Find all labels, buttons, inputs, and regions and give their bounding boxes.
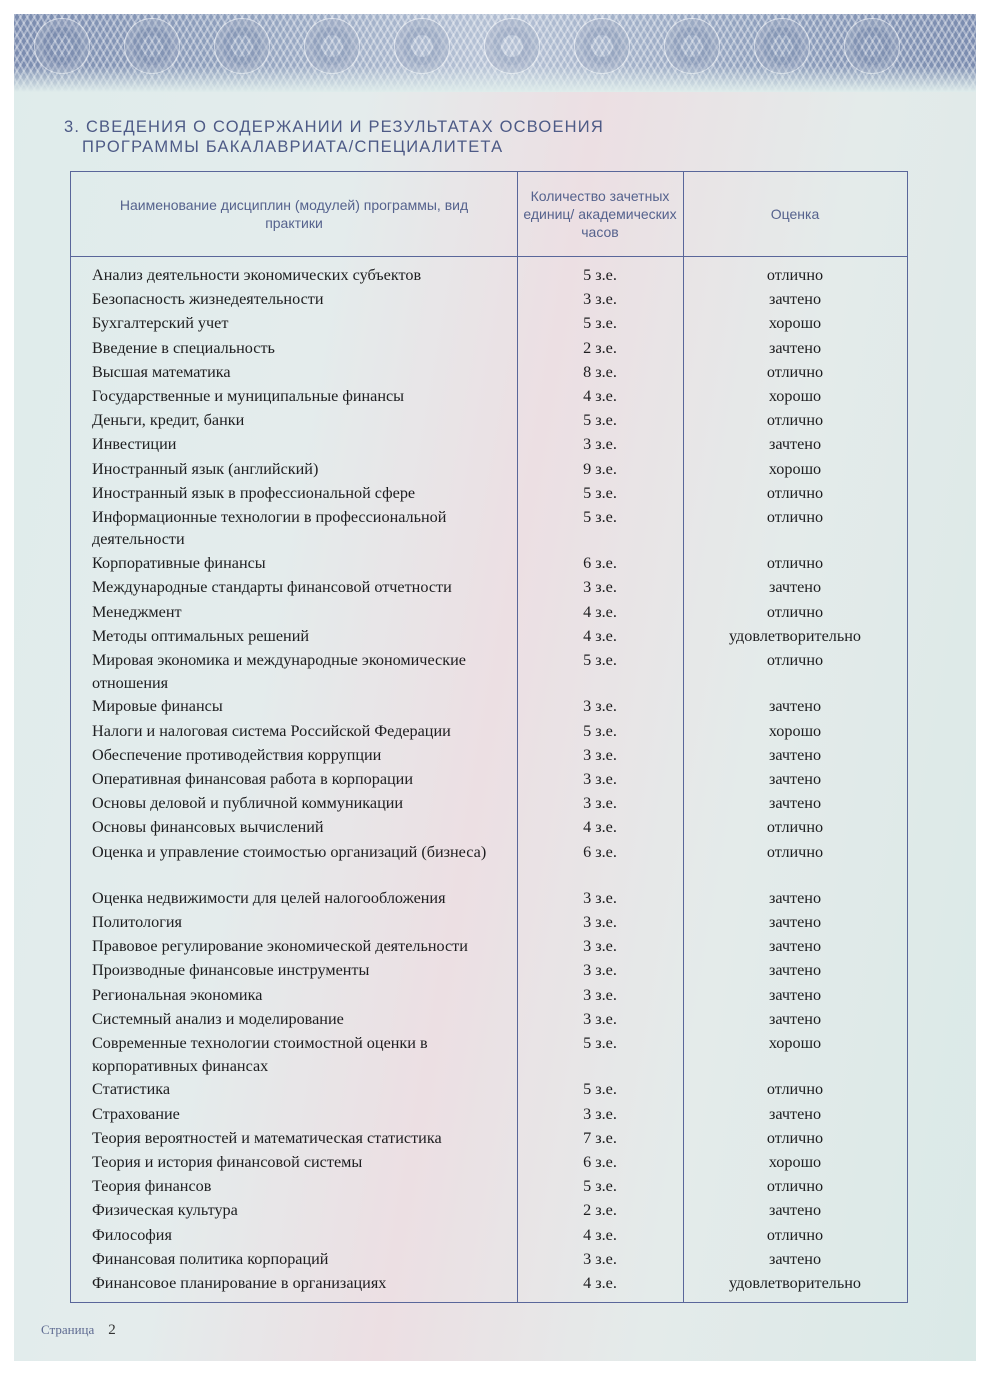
grade: отлично	[766, 1080, 824, 1099]
discipline-name: Введение в специальность	[92, 338, 275, 357]
discipline-name: Бухгалтерский учет	[92, 314, 229, 333]
credits: 6 з.е.	[583, 842, 617, 861]
table-row	[71, 695, 907, 719]
discipline-name: Высшая математика	[92, 362, 231, 381]
credits: 8 з.е.	[583, 362, 617, 381]
table-row	[71, 1199, 907, 1223]
credits: 3 з.е.	[583, 1249, 617, 1268]
grade: зачтено	[768, 1249, 822, 1268]
credits: 3 з.е.	[583, 937, 617, 956]
discipline-name: Финансовое планирование в организациях	[92, 1273, 387, 1292]
discipline-name: Философия	[92, 1225, 172, 1244]
credits: 3 з.е.	[583, 888, 617, 907]
document-page	[14, 14, 976, 1361]
grade: зачтено	[768, 1104, 822, 1123]
grade: зачтено	[768, 794, 822, 813]
discipline-name: Физическая культура	[92, 1201, 238, 1220]
credits: 4 з.е.	[583, 626, 617, 645]
credits: 2 з.е.	[583, 338, 617, 357]
grade: отлично	[766, 842, 824, 861]
table-row	[71, 552, 907, 576]
table-row	[71, 601, 907, 625]
table-row	[71, 1008, 907, 1032]
table-row	[71, 337, 907, 361]
credits: 4 з.е.	[583, 386, 617, 405]
discipline-name: Налоги и налоговая система Российской Федерации	[92, 721, 451, 740]
credits: 9 з.е.	[583, 459, 617, 478]
page-label: Страница	[41, 1322, 95, 1337]
discipline-name: Деньги, кредит, банки	[92, 411, 245, 430]
table-row	[71, 720, 907, 744]
discipline-name: Корпоративные финансы	[92, 554, 266, 573]
discipline-name: Теория и история финансовой системы	[92, 1153, 363, 1171]
table-row	[71, 1151, 907, 1175]
table-row	[71, 959, 907, 983]
page-number: 2	[108, 1322, 116, 1338]
grade: зачтено	[768, 578, 822, 597]
section-heading-line-2: ПРОГРАММЫ БАКАЛАВРИАТА/СПЕЦИАЛИТЕТА	[82, 138, 504, 156]
grade: зачтено	[768, 1009, 822, 1028]
credits: 3 з.е.	[583, 578, 617, 597]
header-grade: Оценка	[770, 206, 820, 222]
discipline-name: Теория финансов	[92, 1177, 212, 1196]
credits: 4 з.е.	[583, 602, 617, 621]
discipline-name: Методы оптимальных решений	[92, 626, 310, 645]
credits: 3 з.е.	[583, 1104, 617, 1123]
credits: 6 з.е.	[583, 554, 617, 573]
table-row	[71, 433, 907, 457]
discipline-name: Страхование	[92, 1104, 180, 1123]
table-row	[71, 625, 907, 649]
grade: отлично	[766, 1225, 824, 1244]
table-row	[71, 1175, 907, 1199]
grade: отлично	[766, 818, 824, 837]
discipline-name: Основы финансовых вычислений	[92, 818, 324, 837]
discipline-name: Мировые финансы	[92, 697, 223, 716]
discipline-name: Иностранный язык (английский)	[92, 459, 319, 478]
discipline-name: Международные стандарты финансовой отчетности	[92, 578, 452, 597]
table-row	[71, 361, 907, 385]
grade: зачтено	[768, 697, 822, 716]
table-row	[71, 911, 907, 935]
credits: 2 з.е.	[583, 1201, 617, 1220]
credits: 3 з.е.	[583, 745, 617, 764]
discipline-name: Государственные и муниципальные финансы	[92, 386, 405, 405]
credits: 5 з.е.	[583, 483, 617, 502]
discipline-name: Мировая экономика и международные экономические отношения	[92, 651, 466, 692]
section-heading-line-1: 3. СВЕДЕНИЯ О СОДЕРЖАНИИ И РЕЗУЛЬТАТАХ ОСВОЕНИЯ	[64, 118, 604, 136]
security-pattern-band	[14, 14, 976, 92]
credits: 3 з.е.	[583, 1009, 617, 1028]
grade: зачтено	[768, 290, 822, 309]
credits: 6 з.е.	[583, 1153, 617, 1171]
table-row	[71, 744, 907, 768]
grade: отлично	[766, 483, 824, 502]
table-row	[71, 1103, 907, 1127]
table-row	[71, 385, 907, 409]
discipline-name: Системный анализ и моделирование	[92, 1009, 344, 1028]
grade: зачтено	[768, 435, 822, 454]
table-row	[71, 792, 907, 816]
grade: отлично	[766, 1177, 824, 1196]
table-row	[71, 264, 907, 288]
section-heading	[64, 117, 764, 157]
grade: отлично	[766, 651, 824, 670]
credits: 5 з.е.	[583, 507, 617, 526]
table-row	[71, 1248, 907, 1272]
grade: зачтено	[768, 1201, 822, 1220]
grade: зачтено	[768, 769, 822, 788]
credits: 4 з.е.	[583, 1273, 617, 1292]
table-row	[71, 1127, 907, 1151]
grade: отлично	[766, 507, 824, 526]
credits: 3 з.е.	[583, 794, 617, 813]
table-row	[71, 482, 907, 506]
header-discipline-name: Наименование дисциплин (модулей) программы, вид практики	[119, 197, 469, 231]
discipline-name: Иностранный язык в профессиональной сфере	[92, 483, 416, 502]
table-row	[71, 887, 907, 911]
discipline-name: Инвестиции	[92, 435, 177, 454]
credits: 4 з.е.	[583, 1225, 617, 1244]
discipline-name: Политология	[92, 913, 182, 932]
table-row	[71, 1078, 907, 1102]
grade: хорошо	[768, 1034, 822, 1053]
grade: хорошо	[768, 314, 822, 333]
grade: зачтено	[768, 745, 822, 764]
credits: 3 з.е.	[583, 961, 617, 980]
discipline-name: Основы деловой и публичной коммуникации	[92, 794, 404, 813]
table-row	[71, 506, 907, 552]
grade: зачтено	[768, 961, 822, 980]
header-divider	[71, 256, 907, 257]
credits: 3 з.е.	[583, 985, 617, 1004]
discipline-name: Оперативная финансовая работа в корпорации	[92, 769, 414, 788]
grade: удовлетворительно	[728, 626, 862, 645]
table-row	[71, 458, 907, 482]
credits: 3 з.е.	[583, 913, 617, 932]
grade: хорошо	[768, 459, 822, 478]
credits: 3 з.е.	[583, 697, 617, 716]
table-row	[71, 984, 907, 1008]
table-row	[71, 576, 907, 600]
table-body	[71, 264, 907, 1296]
grade: хорошо	[768, 386, 822, 405]
grade: отлично	[766, 411, 824, 430]
discipline-name: Теория вероятностей и математическая статистика	[92, 1128, 442, 1147]
credits: 3 з.е.	[583, 435, 617, 454]
table-row	[71, 841, 907, 887]
grade: хорошо	[768, 1153, 822, 1171]
grade: зачтено	[768, 888, 822, 907]
credits: 5 з.е.	[583, 1177, 617, 1196]
discipline-name: Статистика	[92, 1080, 171, 1099]
credits: 7 з.е.	[583, 1128, 617, 1147]
grade: зачтено	[768, 913, 822, 932]
credits: 4 з.е.	[583, 818, 617, 837]
discipline-name: Региональная экономика	[92, 985, 263, 1004]
table-row	[71, 935, 907, 959]
discipline-name: Финансовая политика корпораций	[92, 1249, 329, 1268]
grade: отлично	[766, 362, 824, 381]
table-row	[71, 816, 907, 840]
credits: 3 з.е.	[583, 290, 617, 309]
discipline-name: Оценка и управление стоимостью организаций (бизнеса)	[92, 842, 487, 861]
grade: отлично	[766, 1128, 824, 1147]
credits: 5 з.е.	[583, 411, 617, 430]
table-row	[71, 1032, 907, 1078]
table-row	[71, 409, 907, 433]
discipline-name: Современные технологии стоимостной оценки в корпоративных финансах	[92, 1034, 428, 1075]
table-row	[71, 768, 907, 792]
table-row	[71, 649, 907, 695]
discipline-name: Безопасность жизнедеятельности	[92, 290, 324, 309]
page-footer	[41, 1322, 116, 1339]
header-credits: Количество зачетных единиц/ академических часов	[523, 188, 677, 240]
discipline-name: Производные финансовые инструменты	[92, 961, 370, 980]
discipline-name: Обеспечение противодействия коррупции	[92, 745, 382, 764]
table-row	[71, 1224, 907, 1248]
discipline-name: Менеджмент	[92, 602, 182, 621]
credits: 3 з.е.	[583, 769, 617, 788]
discipline-name: Информационные технологии в профессиональной деятельности	[92, 507, 447, 549]
grade: отлично	[766, 266, 824, 284]
credits: 5 з.е.	[583, 1080, 617, 1099]
credits: 5 з.е.	[583, 721, 617, 740]
discipline-name: Оценка недвижимости для целей налогообложения	[92, 888, 446, 907]
credits: 5 з.е.	[583, 651, 617, 670]
disciplines-table	[70, 171, 908, 1303]
grade: зачтено	[768, 985, 822, 1004]
credits: 5 з.е.	[583, 1034, 617, 1053]
discipline-name: Анализ деятельности экономических субъектов	[92, 266, 422, 284]
table-row	[71, 1272, 907, 1296]
grade: зачтено	[768, 937, 822, 956]
grade: удовлетворительно	[728, 1273, 862, 1292]
grade: отлично	[766, 554, 824, 573]
grade: отлично	[766, 602, 824, 621]
table-row	[71, 288, 907, 312]
credits: 5 з.е.	[583, 314, 617, 333]
discipline-name: Правовое регулирование экономической деятельности	[92, 937, 468, 956]
grade: зачтено	[768, 338, 822, 357]
credits: 5 з.е.	[583, 266, 617, 284]
grade: хорошо	[768, 721, 822, 740]
table-row	[71, 312, 907, 336]
